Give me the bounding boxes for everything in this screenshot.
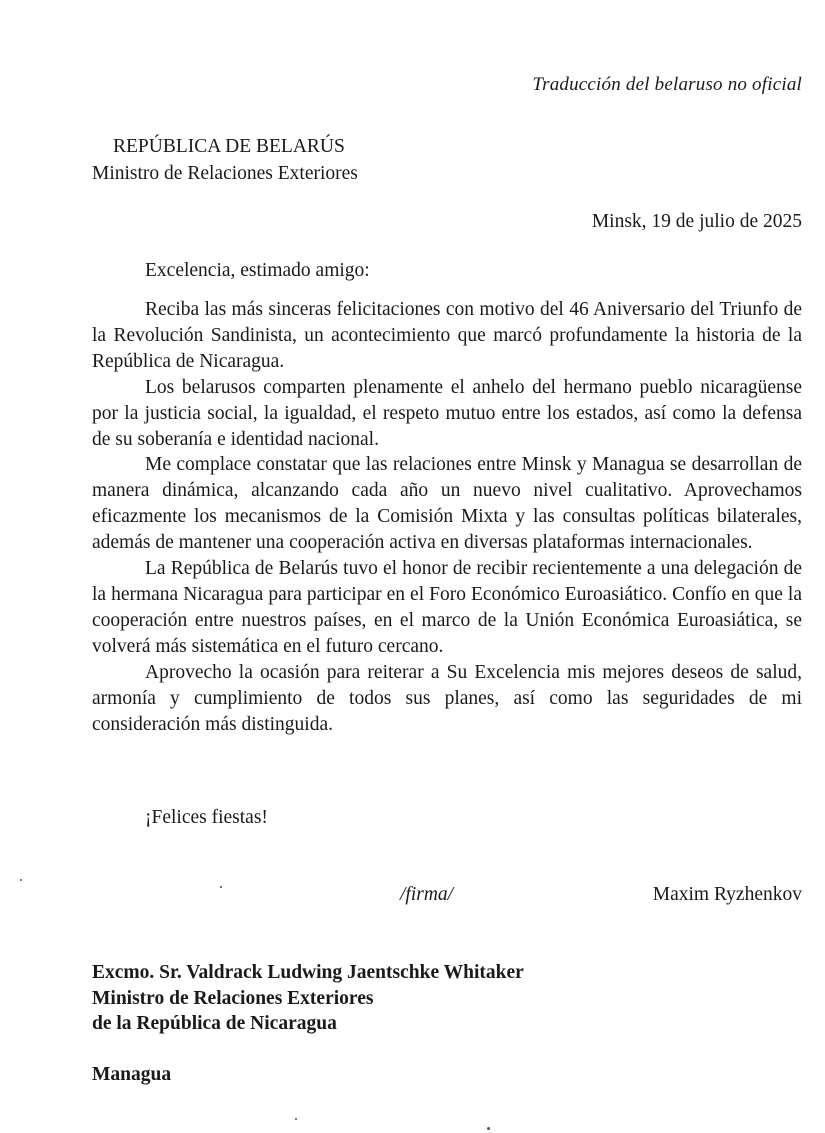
signer-name: Maxim Ryzhenkov	[652, 884, 802, 905]
addressee-title: Ministro de Relaciones Exteriores	[92, 987, 374, 1009]
body-paragraph: La República de Belarús tuvo el honor de recibir recientemente a una delegación de la hermana Nicaragua para participar en el Foro Económico Euroasiático. Confío en que la cooperación entre nuestros países, en el marco de la Unión Económica Euroasiática, se volverá más sistemática en el futuro cercano.	[92, 558, 802, 657]
date-line: Minsk, 19 de julio de 2025	[591, 211, 802, 232]
letterhead-country: REPÚBLICA DE BELARÚS	[113, 136, 345, 157]
body-paragraph: Me complace constatar que las relaciones entre Minsk y Managua se desarrollan de manera dinámica, alcanzando cada año un nuevo nivel cualitativo. Aprovechamos eficazmente los mecanismos de la Comisión Mixta y las consultas políticas bilaterales, además de mantener una cooperación activa en diversas plataformas internacionales.	[92, 454, 802, 554]
signature-mark: /firma/	[400, 884, 454, 905]
scan-speck	[220, 886, 222, 888]
letterhead	[92, 133, 358, 187]
salutation: Excelencia, estimado amigo:	[145, 260, 370, 281]
translation-note: Traducción del belaruso no oficial	[532, 74, 802, 95]
body-paragraph: Los belarusos comparten plenamente el anhelo del hermano pueblo nicaragüense por la justicia social, la igualdad, el respeto mutuo entre los estados, así como la defensa de su soberanía e identidad nacional.	[92, 376, 802, 450]
closing-greeting: ¡Felices fiestas!	[145, 807, 268, 828]
scan-speck	[295, 1118, 297, 1120]
addressee-name: Excmo. Sr. Valdrack Ludwing Jaentschke Whitaker	[92, 962, 524, 983]
body-paragraph: Aprovecho la ocasión para reiterar a Su Excelencia mis mejores deseos de salud, armonía y cumplimiento de todos sus planes, así como las seguridades de mi consideración más distinguida.	[92, 661, 802, 735]
addressee-city: Managua	[92, 1064, 172, 1085]
scan-speck	[487, 1127, 490, 1130]
addressee-block	[92, 960, 524, 1037]
body-paragraph: Reciba las más sinceras felicitaciones con motivo del 46 Aniversario del Triunfo de la Revolución Sandinista, un acontecimiento que marcó profundamente la historia de la República de Nicaragua.	[92, 299, 802, 372]
letter-body	[92, 297, 802, 737]
scan-speck	[20, 879, 22, 881]
letterhead-ministry: Ministro de Relaciones Exteriores	[92, 163, 358, 184]
addressee-country: de la República de Nicaragua	[92, 1013, 337, 1034]
